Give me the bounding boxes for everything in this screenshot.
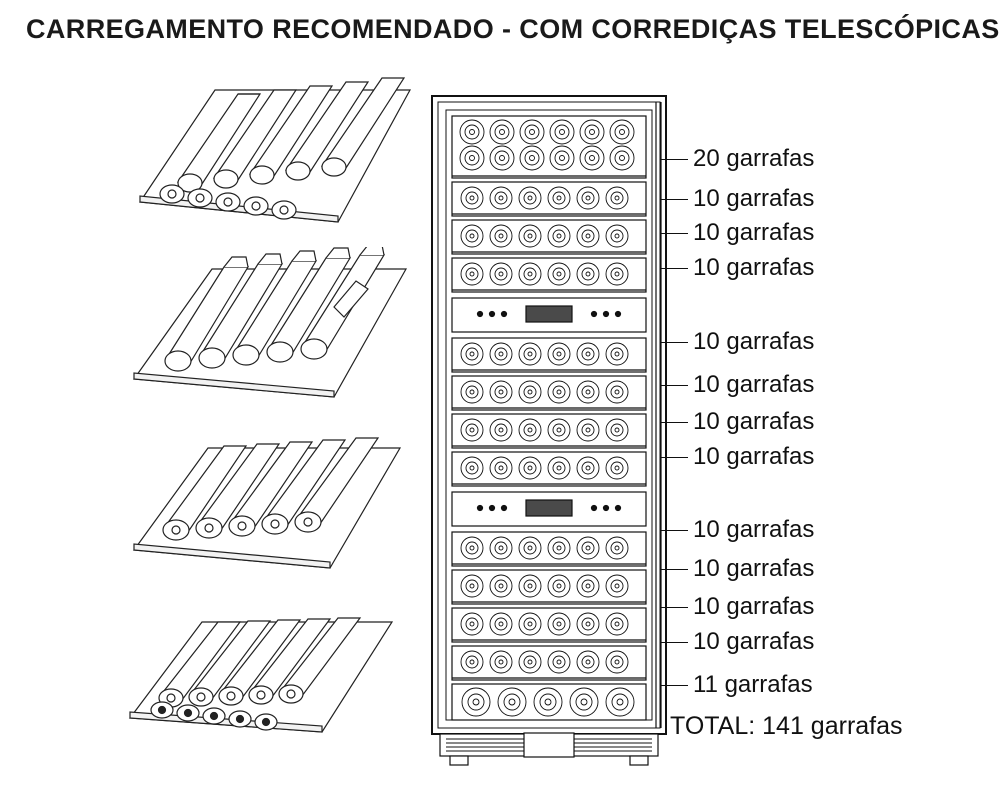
callout-row xyxy=(660,407,814,437)
rack-illustration-double-stack xyxy=(120,72,420,232)
callout-row xyxy=(660,442,814,472)
control-panel-lower xyxy=(452,492,646,526)
callout-row xyxy=(660,327,814,357)
total-bottles-label: TOTAL: 141 garrafas xyxy=(670,712,903,740)
callout-label: 10 garrafas xyxy=(693,628,815,655)
rack-illustrations-group xyxy=(120,72,420,732)
callout-label: 10 garrafas xyxy=(693,328,815,355)
rack-illustration-single-row xyxy=(120,422,420,582)
callout-row xyxy=(660,218,814,248)
callout-row xyxy=(660,554,814,584)
leader-line xyxy=(660,199,688,200)
callout-label: 10 garrafas xyxy=(693,371,815,398)
leader-line xyxy=(660,642,688,643)
callout-row xyxy=(660,670,813,700)
callout-labels-group xyxy=(660,92,1000,752)
leader-line xyxy=(660,685,688,686)
rack-illustration-bottom-storage xyxy=(120,592,420,752)
leader-line xyxy=(660,385,688,386)
callout-row xyxy=(660,515,814,545)
callout-label: 10 garrafas xyxy=(693,516,815,543)
leader-line xyxy=(660,569,688,570)
page-title: CARREGAMENTO RECOMENDADO - COM CORREDIÇAS TELESCÓPICAS xyxy=(26,14,1000,44)
callout-label: 11 garrafas xyxy=(693,671,813,698)
callout-row xyxy=(660,370,814,400)
callout-label: 10 garrafas xyxy=(693,408,815,435)
control-panel-upper xyxy=(452,298,646,332)
leader-line xyxy=(660,530,688,531)
wine-cellar-cabinet xyxy=(428,92,670,777)
callout-row xyxy=(660,184,814,214)
callout-label: 10 garrafas xyxy=(693,254,815,281)
leader-line xyxy=(660,159,688,160)
callout-row xyxy=(660,253,814,283)
callout-row xyxy=(660,144,814,174)
callout-row xyxy=(660,592,814,622)
leader-line xyxy=(660,342,688,343)
rack-illustration-angled-display xyxy=(120,247,420,407)
callout-label: 10 garrafas xyxy=(693,185,815,212)
leader-line xyxy=(660,457,688,458)
leader-line xyxy=(660,607,688,608)
callout-label: 10 garrafas xyxy=(693,219,815,246)
leader-line xyxy=(660,233,688,234)
callout-label: 10 garrafas xyxy=(693,443,815,470)
callout-label: 10 garrafas xyxy=(693,555,815,582)
callout-row xyxy=(660,627,814,657)
leader-line xyxy=(660,268,688,269)
callout-label: 10 garrafas xyxy=(693,593,815,620)
leader-line xyxy=(660,422,688,423)
callout-label: 20 garrafas xyxy=(693,145,815,172)
